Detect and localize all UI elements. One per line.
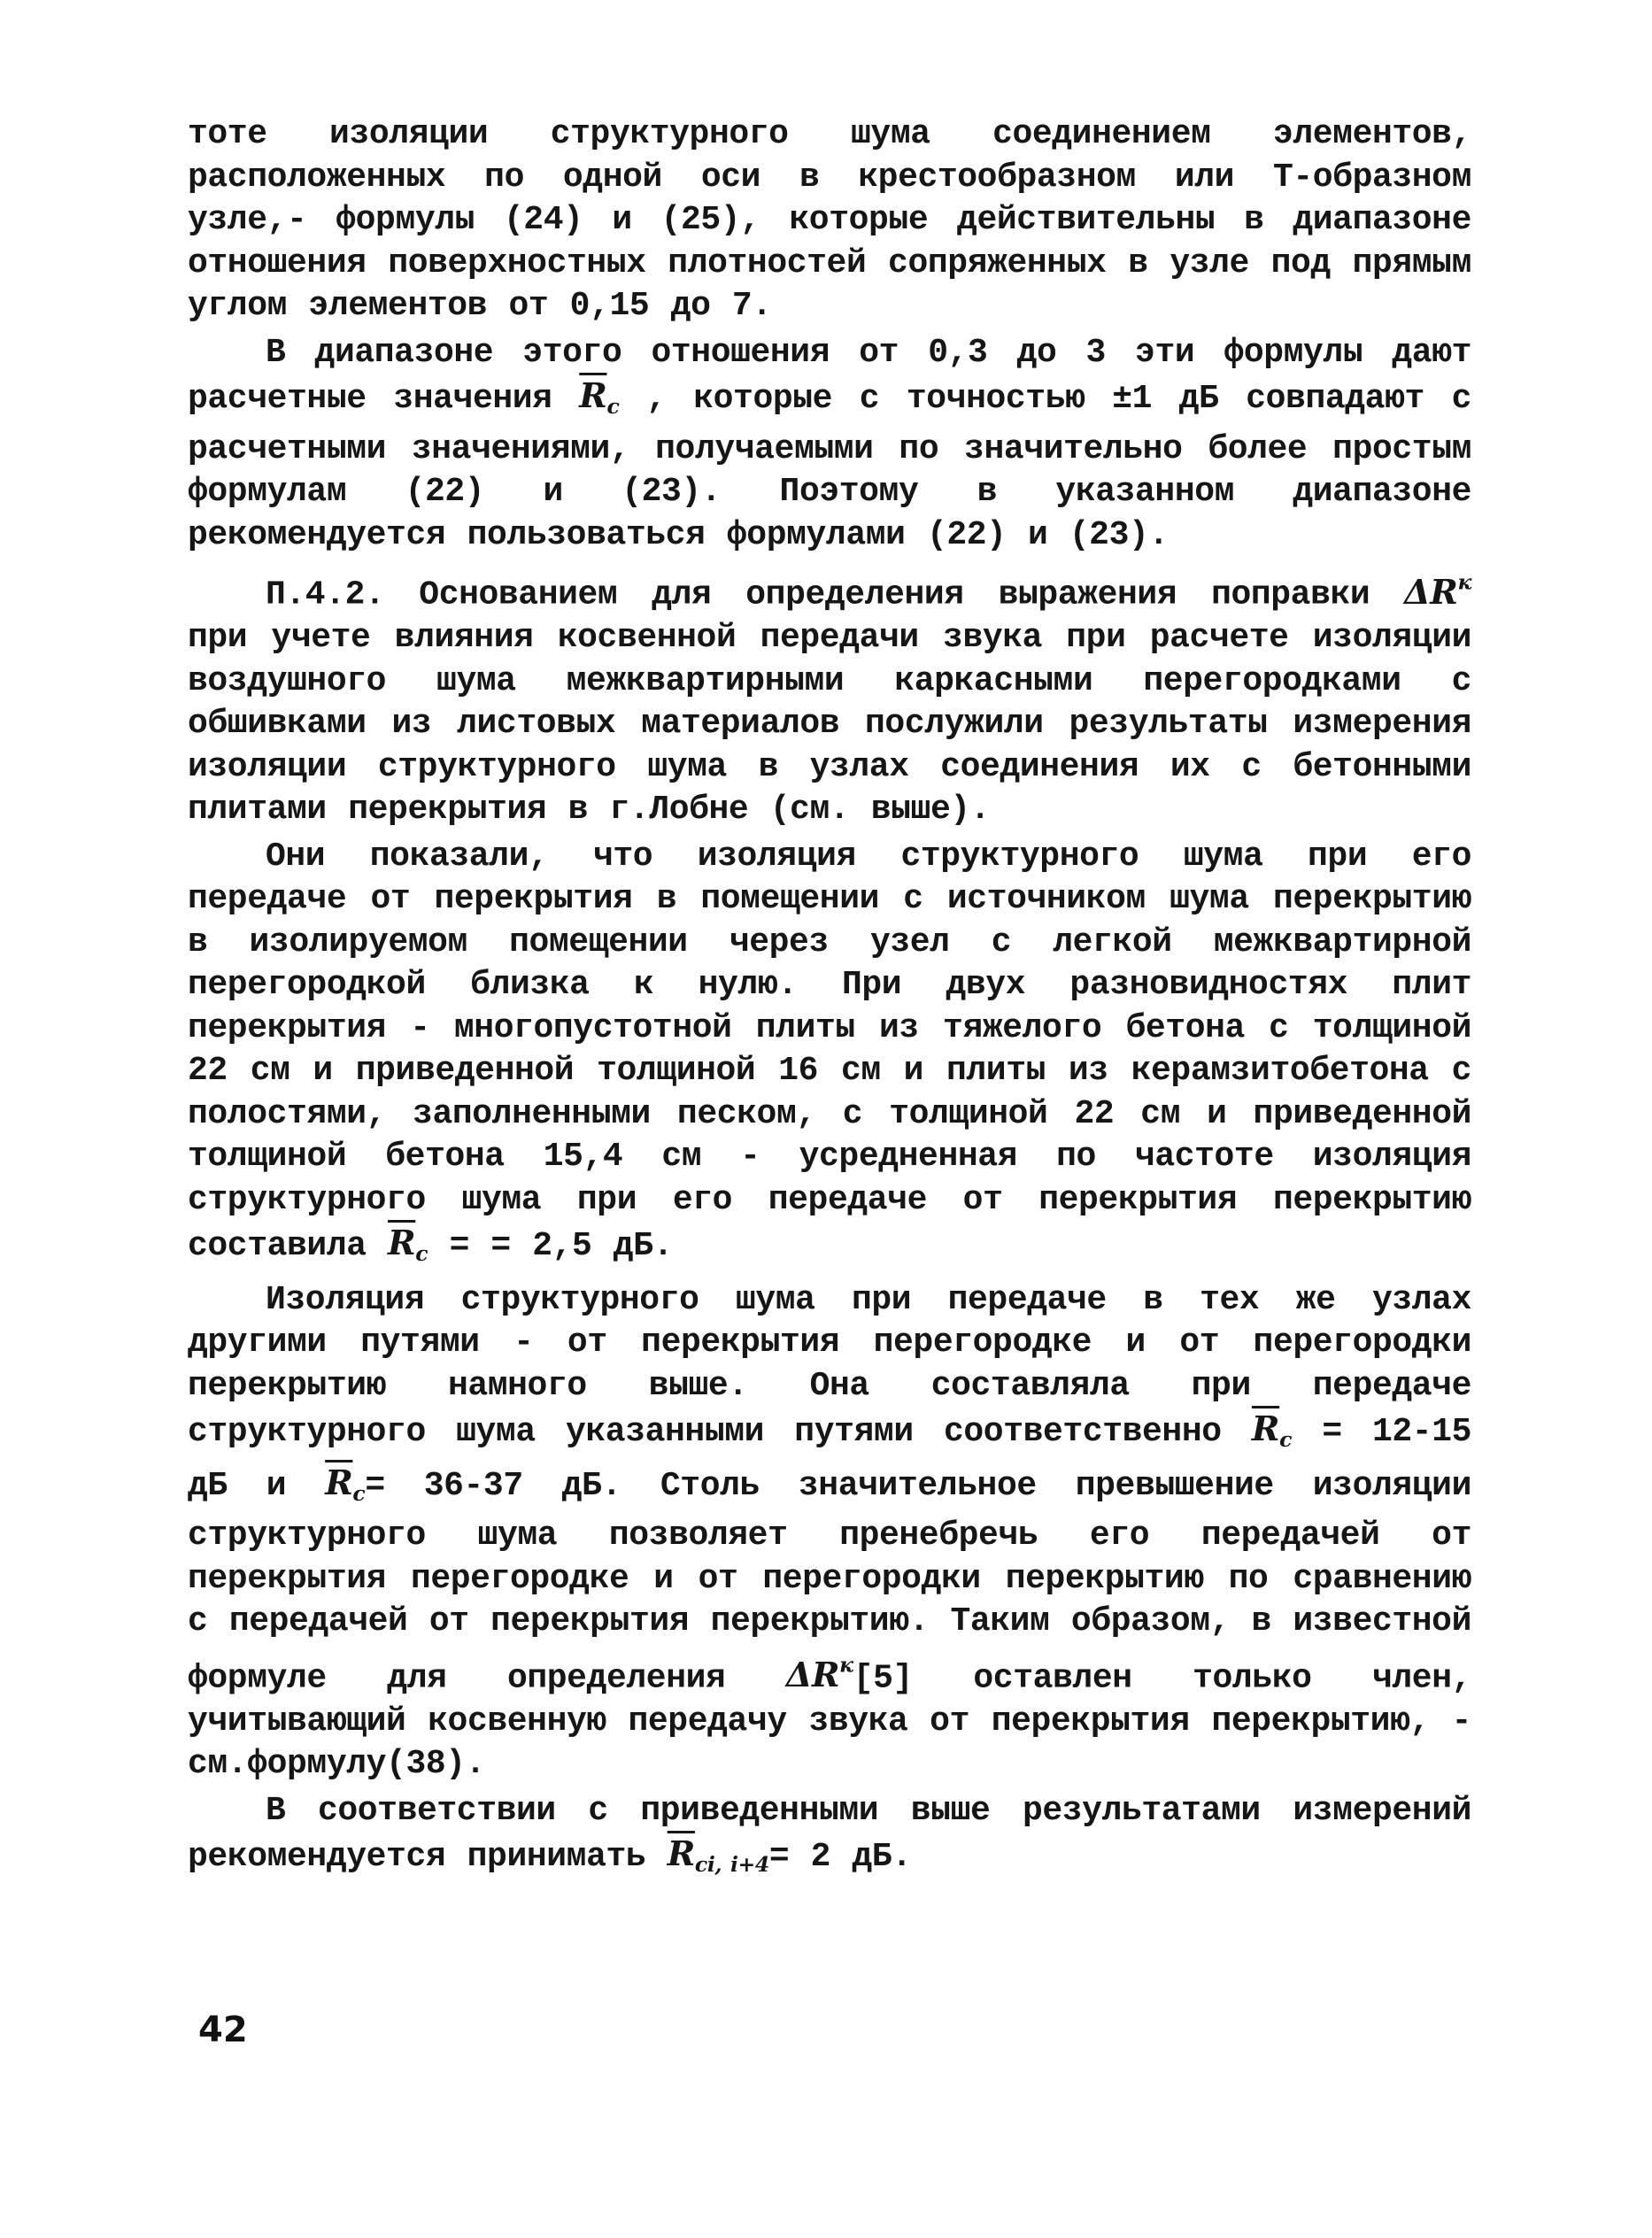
formula-subscript: ci, i+4 (694, 1852, 769, 1878)
formula-base: $\overline{R}$ (388, 1223, 416, 1263)
paragraph-6-text-b: = 2 дБ. (768, 1838, 912, 1877)
formula-delta-rk-symbol (1404, 569, 1471, 612)
formula-superscript: к (839, 1652, 853, 1678)
body-text (188, 113, 1471, 1890)
paragraph-5-text-a: Изоляция структурного шума при передаче в тех же узлах другими путями - от перекрытия перегородке и от перегородки перекрытию намного выше. Она составляла при передаче структурного шума указанными путями соответственно (188, 1280, 1471, 1452)
paragraph-4-text-a: Они показали, что изоляция структурного шума при его передаче от перекрытия в помещении с источником шума перекрытию в изолируемом помещении через узел с легкой межквартирной перегородкой близка к нулю. При двух разновидностях плит перекрытия - многопустотной плиты из тяжелого бетона с толщиной 22 см и приведенной толщиной 16 см и плиты из керамзитобетона с полостями, заполненными песком, с толщиной 22 см и приведенной толщиной бетона 15,4 см - усредненная по частоте изоляция структурного шума при его передаче от перекрытия перекрытию составила (188, 837, 1471, 1266)
paragraph-1-text: тоте изоляции структурного шума соединением элементов, расположенных по одной оси в крестообразном или Т-образном узле,- формулы (24) и (25), которые действительны в диапазоне отношения поверхностных плотностей сопряженных в узле под прямым углом элементов от 0,15 до 7. (188, 115, 1471, 325)
formula-base: R (1430, 571, 1458, 612)
paragraph-5-text-d: [5] оставлен только член, учитывающий косвенную передачу звука от перекрытия перекрытию, - см.формулу(38). (188, 1659, 1471, 1784)
paragraph-4-text-b: = = 2,5 дБ. (428, 1227, 674, 1266)
formula-delta-rk-symbol (785, 1652, 853, 1695)
paragraph-4 (188, 836, 1471, 1276)
paragraph-2-text-a: В диапазоне этого отношения от 0,3 до 3 эти формулы дают расчетные значения (188, 333, 1471, 418)
formula-subscript: c (606, 394, 620, 420)
formula-rci-symbol (667, 1833, 769, 1878)
paragraph-6-text-a: В соответствии с приведенными выше результатами измерений рекомендуется принимать (188, 1791, 1471, 1877)
page-number: 42 (198, 2010, 248, 2050)
formula-rc-symbol (1251, 1408, 1293, 1453)
paragraph-2-text-b: , которые с точностью ±1 дБ совпадают с расчетными значениями, получаемыми по значительно более простым формулам (22) и (23). Поэтому в указанном диапазоне рекомендуется пользоваться формулами (22) и (23). (188, 380, 1471, 554)
paragraph-3-text-b: при учете влияния косвенной передачи звука при расчете изоляции воздушного шума межквартирными каркасными перегородками с обшивками из листовых материалов послужили результаты измерения изоляции структурного шума в узлах соединения их с бетонными плитами перекрытия в г.Лобне (см. выше). (188, 619, 1471, 830)
paragraph-2 (188, 332, 1471, 558)
paragraph-3 (188, 560, 1471, 831)
paragraph-5 (188, 1279, 1471, 1787)
paragraph-5-text-c: = 36-37 дБ. Столь значительное превышение изоляции структурного шума позволяет пренебречь его передачей от перекрытия перегородке и от перегородки перекрытию по сравнению с передачей от перекрытия перекрытию. Таким образом, в известной формуле для определения (188, 1466, 1471, 1698)
formula-base: $\overline{R}$ (667, 1833, 695, 1874)
formula-prefix: Δ (1404, 571, 1431, 612)
formula-base: $\overline{R}$ (1251, 1408, 1280, 1449)
formula-subscript: c (415, 1241, 428, 1267)
paragraph-5-text-b: = 12-15 дБ и (188, 1413, 1472, 1505)
formula-rc-symbol (579, 375, 620, 420)
paragraph-3-text-a: П.4.2. Основанием для определения выражения поправки (266, 575, 1405, 614)
formula-base: R (811, 1655, 840, 1695)
paragraph-6 (188, 1790, 1471, 1887)
formula-superscript: к (1457, 569, 1471, 595)
formula-subscript: c (352, 1480, 366, 1506)
formula-rc-symbol (325, 1462, 366, 1506)
formula-base: $\overline{R}$ (579, 375, 607, 415)
formula-prefix: Δ (785, 1655, 812, 1695)
formula-rc-symbol (388, 1223, 428, 1267)
formula-base: $\overline{R}$ (325, 1462, 353, 1502)
formula-subscript: c (1279, 1427, 1293, 1453)
paragraph-1 (188, 113, 1471, 328)
